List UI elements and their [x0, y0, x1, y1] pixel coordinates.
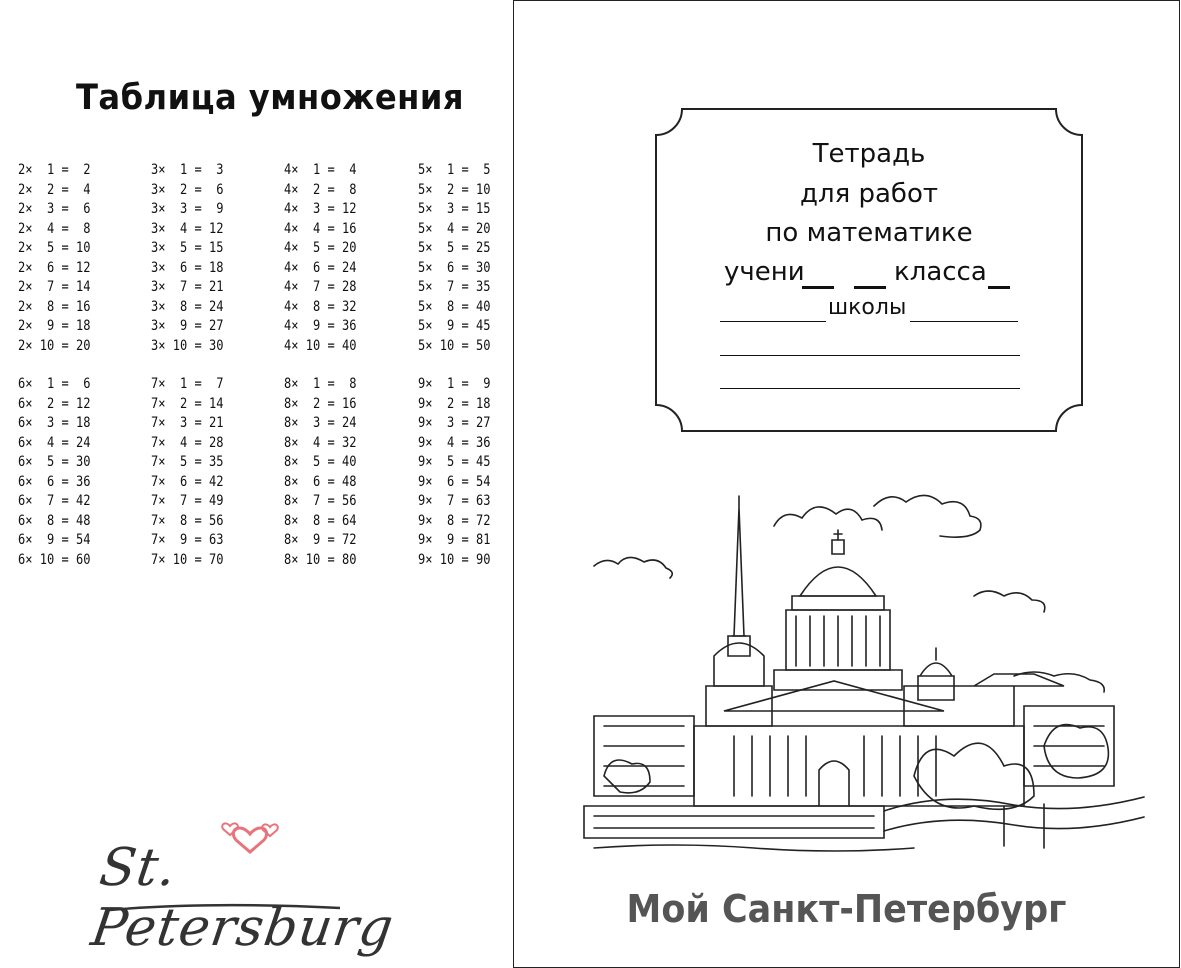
class-letter-blank [988, 286, 1010, 289]
multiplication-row: 2× 9 = 18 [18, 318, 91, 334]
multiplication-row: 6× 6 = 36 [18, 473, 91, 490]
multiplication-row: 5× 2 = 10 [418, 181, 491, 198]
multiplication-row: 2× 3 = 6 [18, 201, 91, 217]
multiplication-row: 3× 8 = 24 [151, 298, 224, 315]
multiplication-row: 7× 2 = 14 [151, 395, 224, 412]
multiplication-row: 9× 3 = 27 [418, 415, 491, 431]
multiplication-row: 8× 6 = 48 [284, 473, 357, 490]
multiplication-row: 5× 4 = 20 [418, 220, 491, 237]
multiplication-row: 6× 3 = 18 [18, 415, 91, 431]
multiplication-row: 6× 10 = 60 [18, 551, 91, 568]
multiplication-row: 2× 2 = 4 [18, 181, 91, 198]
front-cover-page [513, 0, 1180, 968]
multiplication-row: 3× 1 = 3 [151, 162, 224, 178]
multiplication-row: 7× 8 = 56 [151, 512, 224, 529]
multiplication-row: 4× 5 = 20 [284, 240, 357, 256]
st-petersburg-logo [87, 800, 398, 958]
label-class-word: класса [894, 257, 987, 287]
multiplication-row: 6× 4 = 24 [18, 434, 91, 451]
multiplication-row: 3× 4 = 12 [151, 220, 224, 237]
multiplication-row: 2× 7 = 14 [18, 279, 91, 295]
multiplication-row: 7× 10 = 70 [151, 551, 224, 568]
multiplication-row: 9× 7 = 63 [418, 493, 491, 509]
multiplication-row: 4× 9 = 36 [284, 318, 357, 334]
multiplication-row: 9× 9 = 81 [418, 532, 491, 548]
multiplication-row: 8× 8 = 64 [284, 512, 357, 529]
label-line-notebook: Тетрадь [812, 139, 926, 169]
multiplication-column [284, 375, 368, 570]
back-cover-page [0, 0, 512, 968]
label-line-subject: по математике [765, 218, 973, 248]
multiplication-row: 9× 4 = 36 [418, 434, 491, 451]
multiplication-row: 9× 5 = 45 [418, 454, 491, 470]
multiplication-row: 8× 3 = 24 [284, 415, 357, 431]
multiplication-row: 3× 7 = 21 [151, 279, 224, 295]
multiplication-row: 2× 4 = 8 [18, 220, 91, 237]
multiplication-row: 4× 4 = 16 [284, 220, 357, 237]
multiplication-row: 5× 8 = 40 [418, 298, 491, 315]
multiplication-row: 5× 3 = 15 [418, 201, 491, 217]
multiplication-row: 4× 3 = 12 [284, 201, 357, 217]
multiplication-row: 9× 10 = 90 [418, 551, 491, 568]
multiplication-row: 4× 1 = 4 [284, 162, 357, 178]
multiplication-column [418, 161, 502, 356]
multiplication-row: 3× 10 = 30 [151, 337, 224, 354]
name-blank-line-2 [720, 388, 1020, 389]
multiplication-row: 4× 6 = 24 [284, 259, 357, 276]
multiplication-row: 2× 10 = 20 [18, 337, 91, 354]
multiplication-row: 5× 7 = 35 [418, 279, 491, 295]
multiplication-row: 3× 5 = 15 [151, 240, 224, 256]
multiplication-row: 3× 9 = 27 [151, 318, 224, 334]
label-line-for-works: для работ [799, 179, 939, 209]
label-school-row [720, 295, 1020, 329]
multiplication-row: 3× 3 = 9 [151, 201, 224, 217]
multiplication-row: 5× 6 = 30 [418, 259, 491, 276]
multiplication-row: 7× 3 = 21 [151, 415, 224, 431]
multiplication-row: 7× 4 = 28 [151, 434, 224, 451]
multiplication-row: 2× 8 = 16 [18, 298, 91, 315]
multiplication-row: 7× 9 = 63 [151, 532, 224, 548]
multiplication-row: 8× 5 = 40 [284, 454, 357, 470]
multiplication-row: 4× 2 = 8 [284, 181, 357, 198]
multiplication-row: 4× 8 = 32 [284, 298, 357, 315]
student-suffix-blank [802, 286, 834, 289]
class-number-blank [854, 286, 886, 289]
multiplication-row: 2× 1 = 2 [18, 162, 91, 178]
multiplication-row: 9× 8 = 72 [418, 512, 491, 529]
multiplication-table-title: Таблица умножения [75, 78, 464, 118]
school-prefix-blank [720, 321, 826, 322]
multiplication-column [284, 161, 368, 356]
multiplication-row: 6× 8 = 48 [18, 512, 91, 529]
multiplication-row: 5× 9 = 45 [418, 318, 491, 334]
multiplication-column [151, 161, 235, 356]
multiplication-row: 3× 6 = 18 [151, 259, 224, 276]
logo-wordmark: St. Petersburg [87, 838, 398, 958]
notebook-label [654, 107, 1084, 433]
name-blank-line-1 [720, 355, 1020, 356]
multiplication-row: 7× 1 = 7 [151, 376, 224, 392]
multiplication-row: 8× 9 = 72 [284, 532, 357, 548]
multiplication-row: 2× 6 = 12 [18, 259, 91, 276]
multiplication-row: 6× 2 = 12 [18, 395, 91, 412]
multiplication-row: 8× 2 = 16 [284, 395, 357, 412]
multiplication-row: 5× 1 = 5 [418, 162, 491, 178]
multiplication-column [418, 375, 502, 570]
multiplication-row: 4× 10 = 40 [284, 337, 357, 354]
multiplication-row: 6× 5 = 30 [18, 454, 91, 470]
multiplication-row: 6× 9 = 54 [18, 532, 91, 548]
multiplication-column [151, 375, 235, 570]
label-student-row [724, 257, 1024, 291]
multiplication-row: 8× 4 = 32 [284, 434, 357, 451]
cover-title: Мой Санкт-Петербург [626, 887, 1067, 931]
multiplication-row: 7× 6 = 42 [151, 473, 224, 490]
multiplication-row: 9× 2 = 18 [418, 395, 491, 412]
multiplication-row: 5× 5 = 25 [418, 240, 491, 256]
multiplication-row: 8× 7 = 56 [284, 493, 357, 509]
multiplication-row: 6× 7 = 42 [18, 493, 91, 509]
label-student-word: учени [724, 257, 805, 287]
multiplication-row: 3× 2 = 6 [151, 181, 224, 198]
multiplication-column [18, 375, 102, 570]
multiplication-row: 6× 1 = 6 [18, 376, 91, 392]
label-school-word: школы [828, 295, 907, 320]
multiplication-row: 8× 1 = 8 [284, 376, 357, 392]
multiplication-row: 4× 7 = 28 [284, 279, 357, 295]
st-isaacs-cathedral-sketch [574, 486, 1154, 856]
multiplication-row: 9× 6 = 54 [418, 473, 491, 490]
multiplication-row: 7× 5 = 35 [151, 454, 224, 470]
school-suffix-blank [910, 321, 1018, 322]
multiplication-row: 7× 7 = 49 [151, 493, 224, 509]
multiplication-column [18, 161, 102, 356]
multiplication-row: 2× 5 = 10 [18, 240, 91, 256]
multiplication-row: 9× 1 = 9 [418, 376, 491, 392]
multiplication-row: 5× 10 = 50 [418, 337, 491, 354]
multiplication-row: 8× 10 = 80 [284, 551, 357, 568]
